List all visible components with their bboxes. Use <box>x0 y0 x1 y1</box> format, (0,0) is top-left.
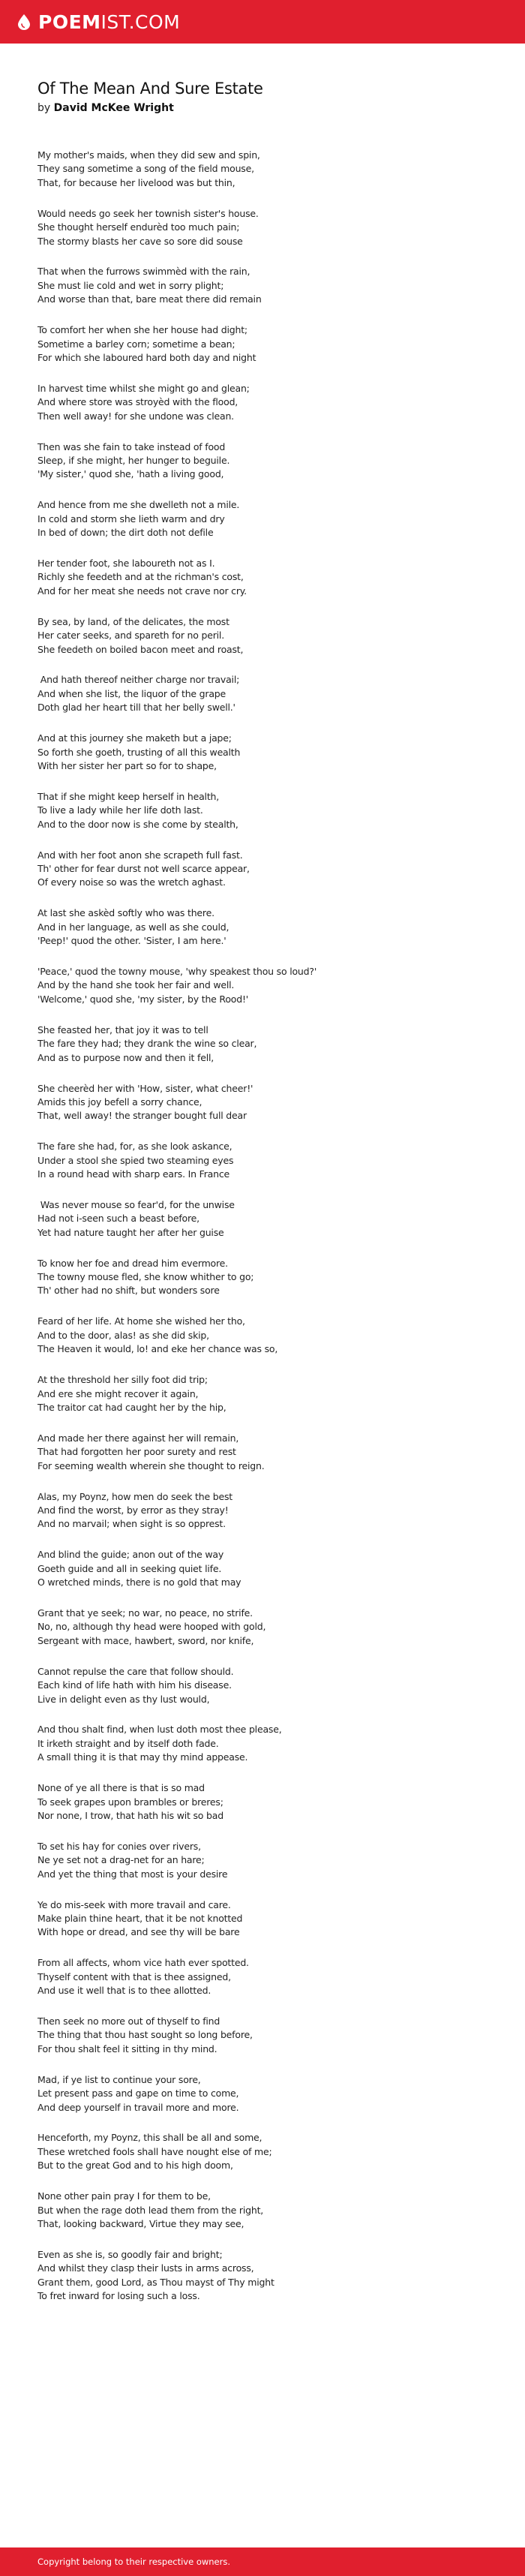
poem-line: That had forgotten her poor surety and rest <box>38 1446 236 1458</box>
poem-stanza <box>38 1140 488 1181</box>
poem-line: The fare she had, for, as she look askance, <box>38 1141 232 1153</box>
poem-stanza <box>38 965 488 1006</box>
poem-line: Grant that ye seek; no war, no peace, no strife. <box>38 1607 253 1619</box>
poem-line: Each kind of life hath with him his disease. <box>38 1679 232 1691</box>
poem-line: And to the door now is she come by stealth, <box>38 818 238 830</box>
poem-stanza <box>38 149 488 190</box>
poem-line: 'Peace,' quod the towny mouse, 'why speakest thou so loud?' <box>38 966 317 978</box>
poem-stanza <box>38 732 488 773</box>
site-footer <box>0 2547 525 2576</box>
poem-line: Th' other for fear durst not well scarce appear, <box>38 863 250 875</box>
poem-line: Doth glad her heart till that her belly swell.' <box>38 702 236 714</box>
poem-line: And for her meat she needs not crave nor cry. <box>38 585 247 597</box>
poem-line: That when the furrows swimmèd with the rain, <box>38 266 250 278</box>
poem-line: Sergeant with mace, hawbert, sword, nor knife, <box>38 1634 254 1646</box>
poem-line: For thou shalt feel it sitting in thy mind. <box>38 2042 218 2054</box>
poem-line: They sang sometime a song of the field mouse, <box>38 163 254 175</box>
poem-line: From all affects, whom vice hath ever spotted. <box>38 1957 249 1969</box>
poem-line: Was never mouse so fear'd, for the unwise <box>38 1198 235 1210</box>
poem-line: But when the rage doth lead them from the right, <box>38 2204 264 2216</box>
poem-stanza <box>38 1198 488 1240</box>
poem-line: She must lie cold and wet in sorry plight; <box>38 279 224 291</box>
poem-line: For seeming wealth wherein she thought to reign. <box>38 1459 265 1471</box>
poem-line: And no marvail; when sight is so opprest. <box>38 1518 226 1530</box>
poem-line: None of ye all there is that is so mad <box>38 1782 205 1794</box>
poem-line: That, for because her livelood was but thin, <box>38 176 236 188</box>
poem-line: So forth she goeth, trusting of all this wealth <box>38 746 241 758</box>
poem-stanza <box>38 1315 488 1356</box>
site-header <box>0 0 525 44</box>
poem-line: Her cater seeks, and spareth for no peril. <box>38 630 224 642</box>
poem-stanza <box>38 1373 488 1414</box>
poem-stanza <box>38 498 488 540</box>
poem-line: With hope or dread, and see thy will be bare <box>38 1926 240 1938</box>
poem-line: Ye do mis-seek with more travail and care. <box>38 1898 231 1910</box>
poem-stanza <box>38 1956 488 1997</box>
poem-stanza <box>38 265 488 306</box>
poem-line: 'My sister,' quod she, 'hath a living good, <box>38 468 224 480</box>
poem-stanza <box>38 2073 488 2115</box>
logo-text <box>38 13 180 32</box>
poem-line: Then well away! for she undone was clean. <box>38 410 234 422</box>
poem-stanza <box>38 2190 488 2231</box>
poem-line: Sleep, if she might, her hunger to beguile. <box>38 455 230 466</box>
poem-line: And thou shalt find, when lust doth most thee please, <box>38 1724 282 1736</box>
poem-line: My mother's maids, when they did sew and spin, <box>38 149 260 161</box>
logo-text-bold: POEM <box>38 11 101 33</box>
poem-stanza <box>38 323 488 365</box>
poem-line: At last she askèd softly who was there. <box>38 907 214 919</box>
poem-stanza <box>38 2131 488 2172</box>
poem-line: Then was she fain to take instead of food <box>38 440 226 452</box>
poem-line: And worse than that, bare meat there did remain <box>38 293 262 305</box>
poem-line: And where store was stroyèd with the flood, <box>38 396 238 408</box>
poem-stanza <box>38 1781 488 1823</box>
poem-line: Feard of her life. At home she wished her tho, <box>38 1315 245 1327</box>
poem-line: And blind the guide; anon out of the way <box>38 1549 224 1561</box>
poem-line: In harvest time whilst she might go and glean; <box>38 382 250 394</box>
poem-line: Alas, my Poynz, how men do seek the best <box>38 1490 232 1502</box>
poem-content <box>38 78 488 2320</box>
poem-stanza <box>38 1898 488 1940</box>
poem-line: O wretched minds, there is no gold that may <box>38 1577 242 1589</box>
poem-line: And use it well that is to thee allotted. <box>38 1985 212 1997</box>
poem-line: A small thing it is that may thy mind appease. <box>38 1751 248 1763</box>
poem-line: Ne ye set not a drag-net for an hare; <box>38 1854 205 1866</box>
poem-line: And by the hand she took her fair and well. <box>38 979 235 991</box>
poem-line: And at this journey she maketh but a jape; <box>38 732 232 744</box>
poem-line: No, no, although thy head were hooped with gold, <box>38 1621 266 1633</box>
poem-line: She thought herself endurèd too much pain; <box>38 221 240 233</box>
poem-stanza <box>38 2015 488 2056</box>
poem-stanza <box>38 906 488 948</box>
poem-body <box>38 149 488 2304</box>
poem-line: And ere she might recover it again, <box>38 1387 199 1399</box>
poem-stanza <box>38 382 488 423</box>
poem-line: Yet had nature taught her after her guise <box>38 1226 224 1238</box>
poem-line: To seek grapes upon brambles or breres; <box>38 1796 224 1808</box>
poem-line: In a round head with sharp ears. In France <box>38 1168 230 1180</box>
poem-line: Richly she feedeth and at the richman's cost, <box>38 571 244 583</box>
poem-stanza <box>38 615 488 657</box>
poem-line: 'Welcome,' quod she, 'my sister, by the Rood!' <box>38 993 249 1005</box>
drop-icon <box>15 13 33 31</box>
poem-line: To fret inward for losing such a loss. <box>38 2290 200 2302</box>
poem-line: Cannot repulse the care that follow should. <box>38 1665 234 1677</box>
poem-line: And in her language, as well as she could, <box>38 921 230 933</box>
poem-line: And to the door, alas! as she did skip, <box>38 1329 209 1341</box>
poem-line: That if she might keep herself in health, <box>38 790 220 802</box>
poem-line: Live in delight even as thy lust would, <box>38 1693 210 1705</box>
poem-line: Make plain thine heart, that it be not knotted <box>38 1912 243 1924</box>
poem-line: At the threshold her silly foot did trip; <box>38 1374 208 1386</box>
poem-line: She feedeth on boiled bacon meet and roast, <box>38 643 244 655</box>
poem-line: But to the great God and to his high doom, <box>38 2160 233 2172</box>
poem-line: The stormy blasts her cave so sore did souse <box>38 235 243 247</box>
poem-line: Then seek no more out of thyself to find <box>38 2015 220 2027</box>
poem-line: That, well away! the stranger bought full dear <box>38 1110 247 1122</box>
poem-line: These wretched fools shall have nought else of me; <box>38 2145 272 2157</box>
poem-line: It irketh straight and by itself doth fade. <box>38 1737 219 1749</box>
poem-line: Of every noise so was the wretch aghast. <box>38 876 226 888</box>
poem-stanza <box>38 1490 488 1531</box>
poem-stanza <box>38 1432 488 1473</box>
poem-line: Sometime a barley corn; sometime a bean; <box>38 338 236 350</box>
poem-title: Of The Mean And Sure Estate <box>38 80 263 98</box>
poem-stanza <box>38 440 488 482</box>
poem-line: She feasted her, that joy it was to tell <box>38 1023 208 1036</box>
poem-line: To set his hay for conies over rivers, <box>38 1840 201 1852</box>
poem-stanza <box>38 1023 488 1065</box>
poem-stanza <box>38 557 488 598</box>
poem-stanza <box>38 790 488 831</box>
poem-line: Nor none, I trow, that hath his wit so bad <box>38 1809 224 1821</box>
poem-line: Amids this joy befell a sorry chance, <box>38 1096 202 1108</box>
poem-line: Mad, if ye list to continue your sore, <box>38 2073 201 2085</box>
poem-line: Grant them, good Lord, as Thou mayst of Thy might <box>38 2276 274 2288</box>
poem-stanza <box>38 673 488 714</box>
author-link[interactable]: David McKee Wright <box>53 102 174 114</box>
poem-line: And yet the thing that most is your desire <box>38 1868 228 1880</box>
poem-line: Henceforth, my Poynz, this shall be all and some, <box>38 2132 262 2144</box>
poem-line: She cheerèd her with 'How, sister, what cheer!' <box>38 1082 254 1094</box>
poem-line: That, looking backward, Virtue they may see, <box>38 2217 244 2229</box>
poem-line: Had not i-seen such a beast before, <box>38 1213 200 1225</box>
poem-line: Would needs go seek her townish sister's house. <box>38 207 259 219</box>
poem-stanza <box>38 207 488 248</box>
poem-line: Goeth guide and all in seeking quiet life. <box>38 1562 222 1574</box>
poem-stanza <box>38 849 488 890</box>
poem-line: To comfort her when she her house had dight; <box>38 324 248 336</box>
poem-line: By sea, by land, of the delicates, the most <box>38 615 230 627</box>
poem-stanza <box>38 1665 488 1706</box>
poem-line: With her sister her part so for to shape, <box>38 760 217 771</box>
logo-text-light: IST.COM <box>100 11 181 33</box>
poem-line: And hath thereof neither charge nor travail; <box>38 674 240 686</box>
poem-line: And deep yourself in travail more and more. <box>38 2101 239 2113</box>
poem-line: And whilst they clasp their lusts in arms across, <box>38 2262 254 2274</box>
poem-line: The Heaven it would, lo! and eke her chance was so, <box>38 1343 278 1355</box>
poem-line: And with her foot anon she scrapeth full fast. <box>38 849 243 861</box>
poem-line: Even as she is, so goodly fair and bright; <box>38 2248 223 2260</box>
poem-line: In bed of down; the dirt doth not defile <box>38 527 214 539</box>
poem-stanza <box>38 1082 488 1123</box>
poem-stanza <box>38 1723 488 1764</box>
poem-line: And made her there against her will remain, <box>38 1432 239 1444</box>
by-label: by <box>38 102 51 114</box>
site-logo-link[interactable] <box>15 13 180 32</box>
poem-line: Th' other had no shift, but wonders sore <box>38 1285 220 1297</box>
poem-line: And find the worst, by error as they stray! <box>38 1504 229 1516</box>
poem-line: The towny mouse fled, she know whither to go; <box>38 1271 254 1283</box>
poem-line: In cold and storm she lieth warm and dry <box>38 512 225 525</box>
poem-line: And hence from me she dwelleth not a mile. <box>38 499 240 511</box>
poem-stanza <box>38 2248 488 2304</box>
poem-line: And when she list, the liquor of the grape <box>38 687 226 699</box>
poem-stanza <box>38 1257 488 1298</box>
poem-line: And as to purpose now and then it fell, <box>38 1051 214 1063</box>
poem-stanza <box>38 1548 488 1589</box>
poem-line: The fare they had; they drank the wine so clear, <box>38 1038 257 1050</box>
poem-line: 'Peep!' quod the other. 'Sister, I am here.' <box>38 935 226 947</box>
copyright-text: Copyright belong to their respective owners. <box>38 2556 231 2567</box>
poem-line: The thing that thou hast sought so long before, <box>38 2029 253 2041</box>
poem-line: To live a lady while her life doth last. <box>38 804 203 816</box>
poem-line: Let present pass and gape on time to come, <box>38 2088 239 2100</box>
poem-line: Under a stool she spied two steaming eyes <box>38 1154 234 1166</box>
poem-line: To know her foe and dread him evermore. <box>38 1257 228 1269</box>
poem-byline <box>38 101 488 116</box>
poem-line: For which she laboured hard both day and night <box>38 351 256 363</box>
poem-line: Thyself content with that is thee assigned, <box>38 1970 231 1982</box>
poem-line: Her tender foot, she laboureth not as I. <box>38 558 215 570</box>
poem-line: The traitor cat had caught her by the hip, <box>38 1401 226 1413</box>
poem-stanza <box>38 1607 488 1648</box>
poem-stanza <box>38 1840 488 1881</box>
poem-line: None other pain pray I for them to be, <box>38 2190 211 2202</box>
